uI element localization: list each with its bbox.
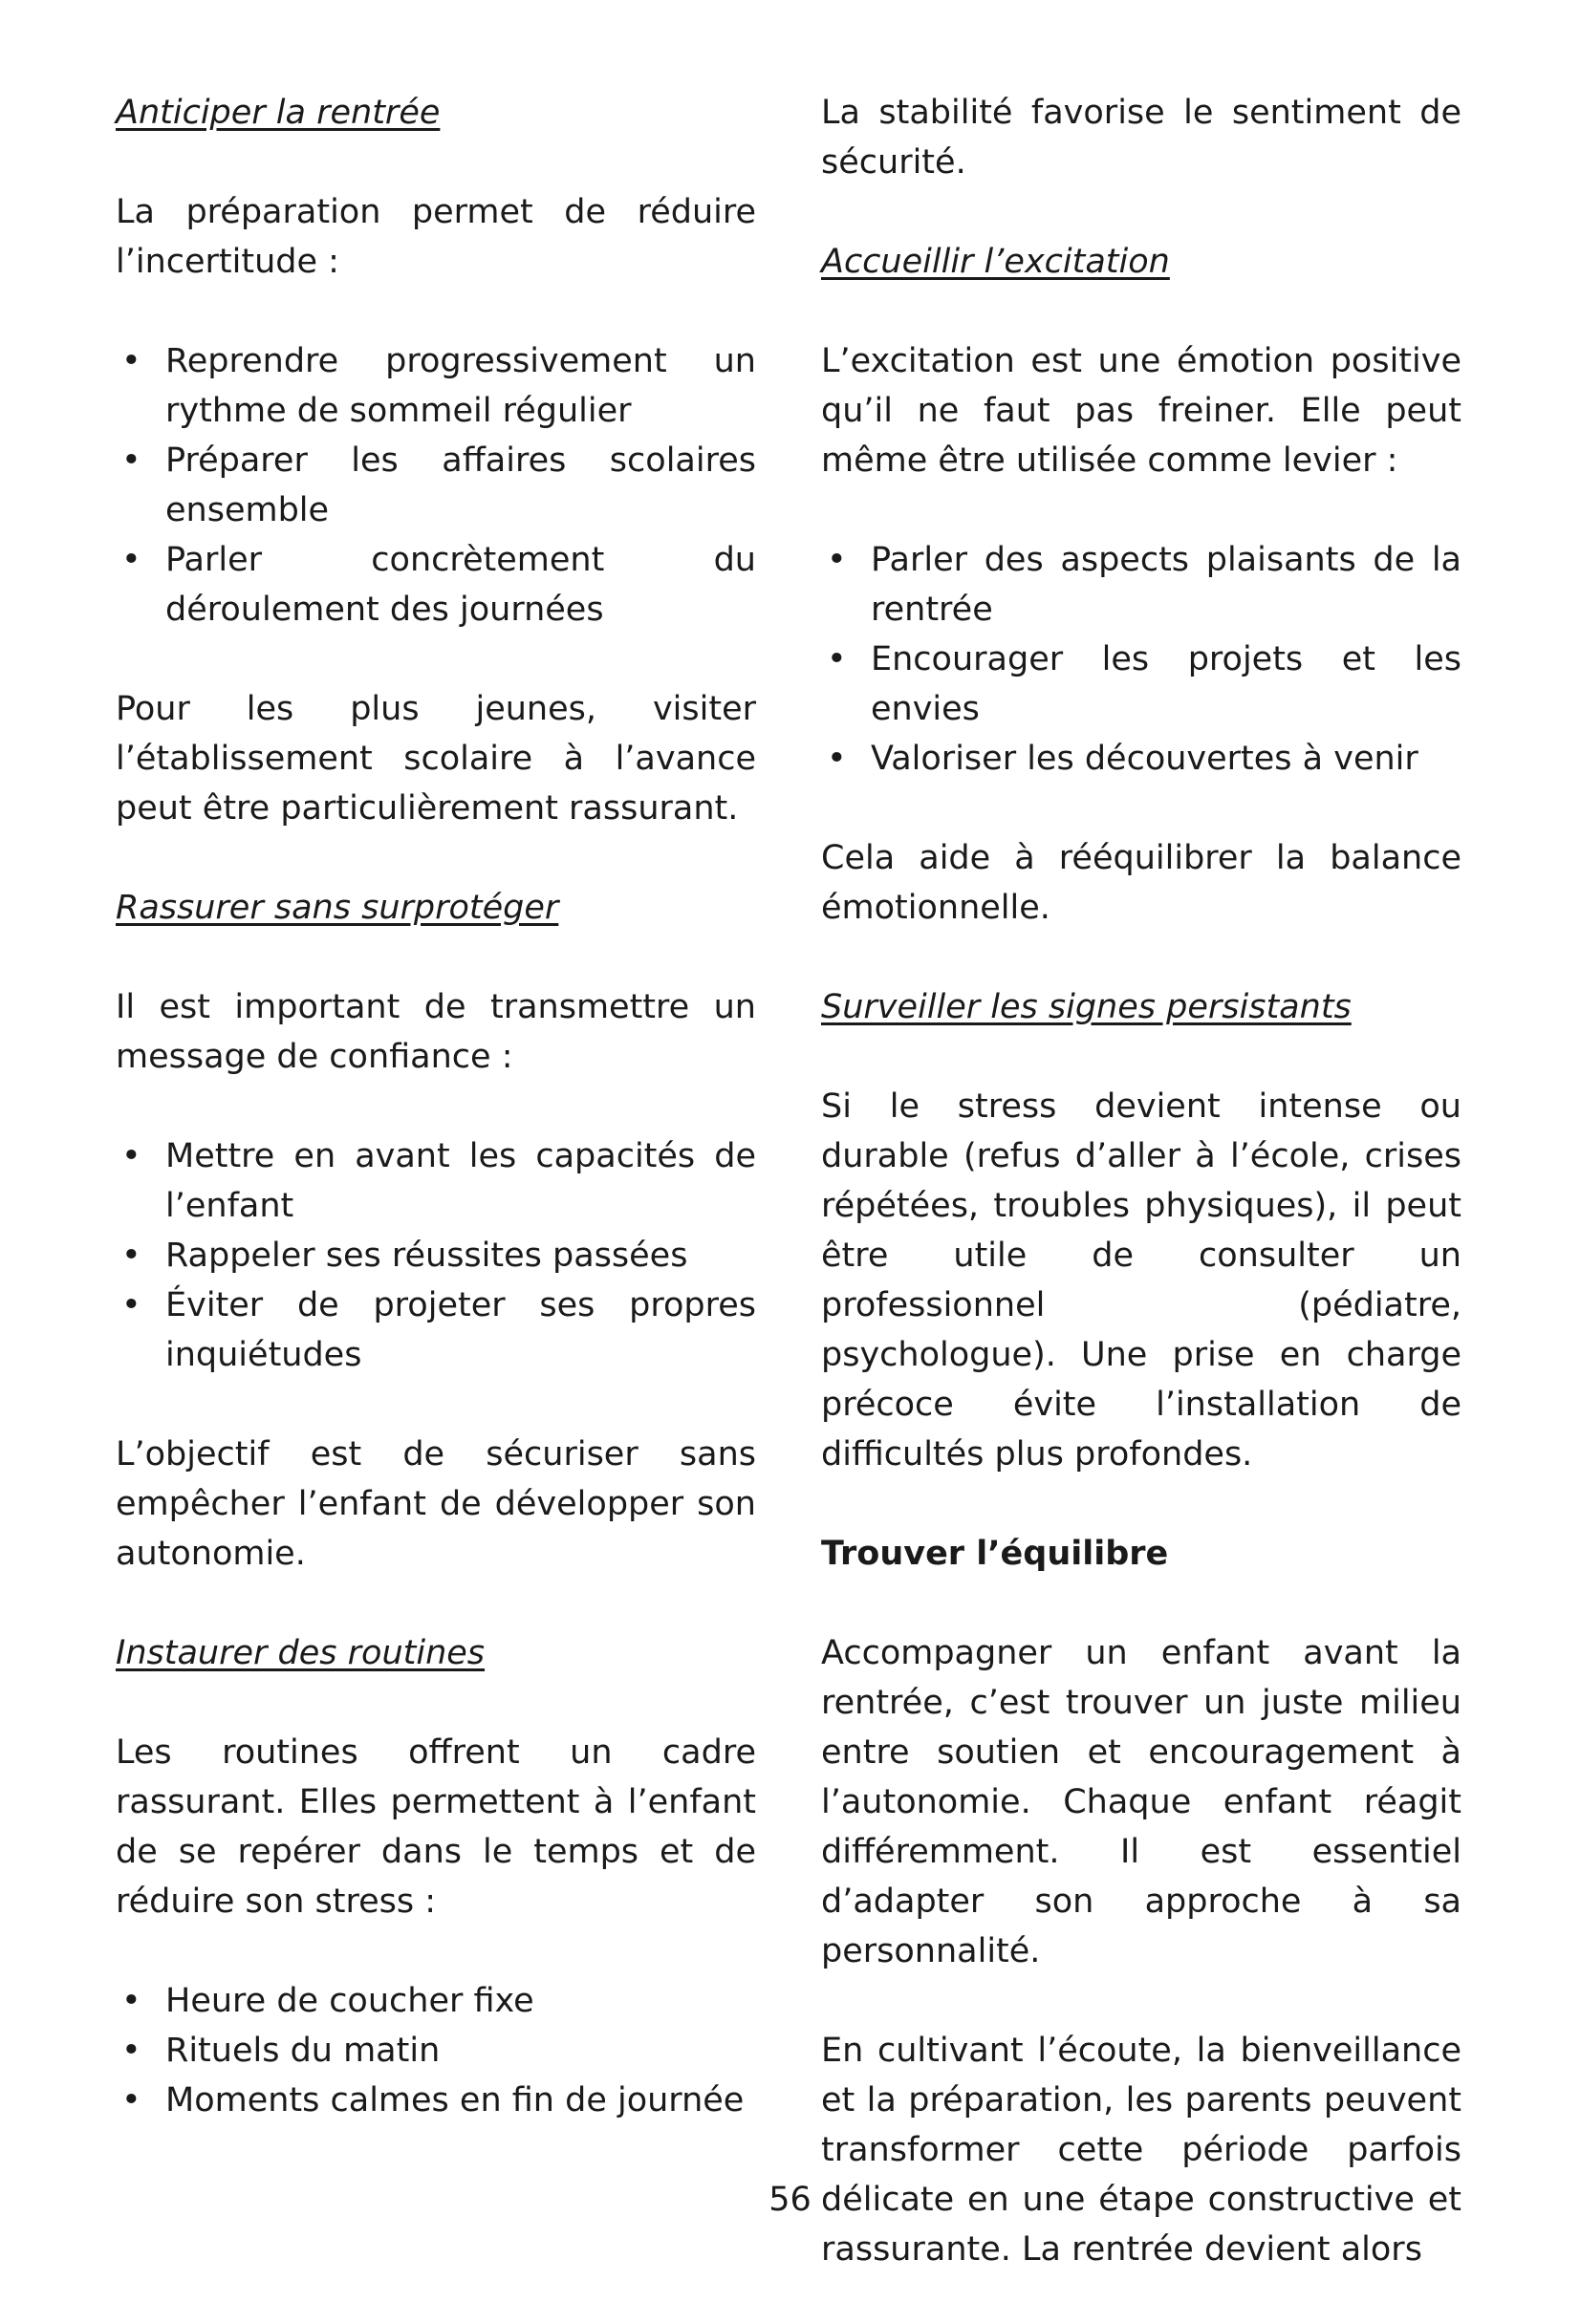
section-heading-rassurer: Rassurer sans surprotéger — [116, 889, 559, 927]
bullet-icon: • — [121, 342, 141, 380]
list-item — [116, 2026, 756, 2076]
list-item-text: Préparer les affaires scolaires ensemble — [165, 441, 756, 529]
list-item — [116, 535, 756, 635]
list-rassurer — [116, 1131, 756, 1380]
paragraph-signes: Si le stress devient intense ou durable (refus d’aller à l’école, crises répétées, troubles physiques), il peut être utile de consulter un professionnel (pédiatre, psychologue). Une prise en charge précoce évite l’installation de difficultés plus profondes. — [821, 1087, 1461, 1474]
left-column — [116, 88, 756, 2175]
bullet-icon: • — [827, 740, 847, 778]
bullet-icon: • — [121, 1982, 141, 2020]
list-item-text: Rituels du matin — [165, 2032, 441, 2070]
list-item-text: Heure de coucher fixe — [165, 1982, 534, 2020]
list-item-text: Valoriser les découvertes à venir — [871, 740, 1418, 778]
list-item — [821, 734, 1461, 784]
paragraph-rassurer-outro: L’objectif est de sécuriser sans empêcher l’enfant de développer son autonomie. — [116, 1435, 756, 1573]
list-item — [116, 1131, 756, 1231]
list-item — [116, 336, 756, 436]
list-item — [116, 1231, 756, 1280]
section-heading-excitation: Accueillir l’excitation — [821, 243, 1170, 281]
bullet-icon: • — [827, 640, 847, 678]
bullet-icon: • — [121, 1137, 141, 1175]
paragraph-anticiper-intro: La préparation permet de réduire l’incertitude : — [116, 193, 756, 281]
list-item — [116, 2076, 756, 2125]
list-item-text: Moments calmes en fin de journée — [165, 2081, 745, 2120]
right-column — [821, 88, 1461, 2324]
list-item — [116, 1280, 756, 1380]
list-excitation — [821, 535, 1461, 784]
paragraph-anticiper-outro: Pour les plus jeunes, visiter l’établissement scolaire à l’avance peut être particulièrement rassurant. — [116, 690, 756, 828]
bullet-icon: • — [827, 541, 847, 579]
paragraph-excitation-intro: L’excitation est une émotion positive qu’il ne faut pas freiner. Elle peut même être utilisée comme levier : — [821, 342, 1461, 480]
page-number: 56 — [768, 2181, 812, 2219]
list-item-text: Parler concrètement du déroulement des journées — [165, 541, 756, 629]
section-heading-signes: Surveiller les signes persistants — [821, 988, 1352, 1026]
bullet-icon: • — [121, 441, 141, 480]
list-item-text: Parler des aspects plaisants de la rentrée — [871, 541, 1461, 629]
list-item-text: Encourager les projets et les envies — [871, 640, 1461, 728]
list-item-text: Éviter de projeter ses propres inquiétudes — [165, 1286, 756, 1374]
list-item — [116, 1976, 756, 2026]
list-anticiper — [116, 336, 756, 635]
list-item — [821, 635, 1461, 734]
list-item — [821, 535, 1461, 635]
list-item-text: Reprendre progressivement un rythme de sommeil régulier — [165, 342, 756, 430]
section-heading-routines: Instaurer des routines — [116, 1634, 486, 1672]
paragraph-stabilite: La stabilité favorise le sentiment de sécurité. — [821, 94, 1461, 182]
bullet-icon: • — [121, 1286, 141, 1324]
bullet-icon: • — [121, 1237, 141, 1275]
paragraph-excitation-outro: Cela aide à rééquilibrer la balance émotionnelle. — [821, 839, 1461, 927]
bullet-icon: • — [121, 2081, 141, 2120]
section-heading-equilibre: Trouver l’équilibre — [821, 1535, 1169, 1573]
list-item-text: Rappeler ses réussites passées — [165, 1237, 688, 1275]
bullet-icon: • — [121, 541, 141, 579]
section-heading-anticiper: Anticiper la rentrée — [116, 94, 441, 132]
list-item-text: Mettre en avant les capacités de l’enfant — [165, 1137, 756, 1225]
bullet-icon: • — [121, 2032, 141, 2070]
paragraph-rassurer-intro: Il est important de transmettre un message de confiance : — [116, 988, 756, 1076]
paragraph-equilibre-1: Accompagner un enfant avant la rentrée, c’est trouver un juste milieu entre soutien et encouragement à l’autonomie. Chaque enfant réagit différemment. Il est essentiel d’adapter son approche à sa personnalité. — [821, 1634, 1461, 1970]
paragraph-routines-intro: Les routines offrent un cadre rassurant. Elles permettent à l’enfant de se repérer dans le temps et de réduire son stress : — [116, 1733, 756, 1921]
paragraph-equilibre-2: En cultivant l’écoute, la bienveillance et la préparation, les parents peuvent transformer cette période parfois délicate en une étape constructive et rassurante. La rentrée devient alors — [821, 2032, 1461, 2269]
list-item — [116, 436, 756, 535]
list-routines — [116, 1976, 756, 2125]
